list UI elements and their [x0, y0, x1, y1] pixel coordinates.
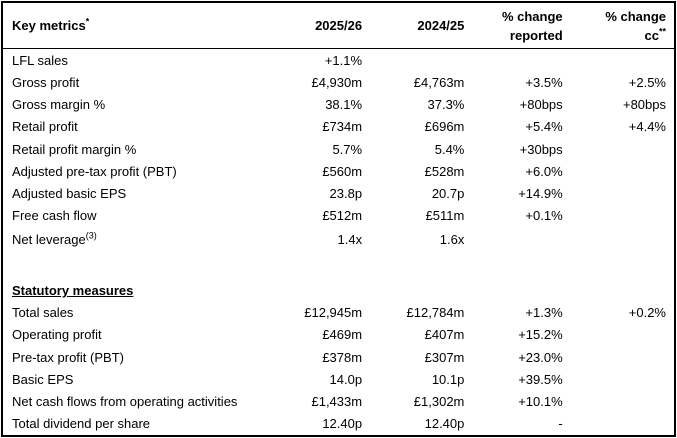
value-change-reported: +10.1%: [518, 394, 563, 409]
row-label-text: LFL sales: [12, 52, 68, 68]
value-2024-25: 10.1p: [431, 371, 465, 387]
row-label: [2, 302, 277, 324]
value-2024-25: £307m: [424, 349, 465, 365]
value-change-reported: +0.1%: [525, 208, 563, 224]
section-header-row: [2, 279, 675, 301]
table-row: [2, 138, 675, 160]
header-change-cc-label: cc: [644, 27, 659, 43]
value-2025-26: £4,930m: [311, 74, 363, 90]
header-change-cc-line2: [571, 26, 666, 45]
row-label: [2, 368, 277, 390]
value-2024-25: £4,763m: [413, 74, 465, 90]
value-change-cc: +2.5%: [628, 74, 666, 90]
row-label-text: Total dividend per share: [12, 416, 151, 432]
value-2025-26: 1.4x: [337, 232, 363, 248]
value-2024-25: [370, 253, 472, 279]
table-header-row: [2, 2, 675, 49]
value-2024-25: [370, 49, 472, 72]
row-label-text: Net leverage: [12, 232, 86, 248]
value-change-cc: +0.2%: [628, 305, 666, 321]
row-label: [2, 71, 277, 93]
key-metrics-footnote-marker: *: [85, 16, 90, 27]
value-2025-26: £378m: [322, 349, 363, 365]
value-2024-25: 20.7p: [431, 185, 465, 201]
value-change-reported: +1.3%: [525, 305, 563, 321]
value-change-cc: [571, 346, 675, 368]
value-change-reported: +6.0%: [525, 163, 563, 179]
value-change-cc: [571, 227, 675, 253]
header-change-cc: [571, 2, 675, 49]
value-change-cc: [571, 413, 675, 436]
row-label-text: Operating profit: [12, 327, 102, 343]
row-label: [2, 205, 277, 227]
row-label-text: Adjusted pre-tax profit (PBT): [12, 163, 177, 179]
row-label-text: Total sales: [12, 305, 74, 321]
row-label-text: Adjusted basic EPS: [12, 185, 127, 201]
key-metrics-table: [1, 1, 676, 437]
value-change-cc: [571, 253, 675, 279]
value-change-cc: [571, 324, 675, 346]
value-change-reported: +5.4%: [525, 119, 563, 135]
value-change-cc: [571, 279, 675, 301]
value-2024-25: 1.6x: [439, 232, 465, 248]
row-label: [2, 182, 277, 204]
value-change-cc: +4.4%: [628, 119, 666, 135]
value-change-reported: [472, 49, 570, 72]
value-change-reported: +23.0%: [518, 349, 563, 365]
row-label: [2, 253, 277, 279]
value-2025-26: [277, 279, 370, 301]
value-2025-26: £560m: [322, 163, 363, 179]
table-row: [2, 160, 675, 182]
value-2025-26: +1.1%: [324, 52, 363, 68]
table-row: [2, 116, 675, 138]
value-2025-26: 38.1%: [325, 97, 363, 113]
value-2024-25: £696m: [424, 119, 465, 135]
value-2025-26: 23.8p: [329, 185, 363, 201]
value-2025-26: 5.7%: [332, 141, 363, 157]
cc-footnote-marker: **: [658, 26, 666, 37]
header-change-reported-line1: % change: [501, 8, 563, 24]
value-2024-25: £12,784m: [406, 305, 465, 321]
row-label-text: Gross profit: [12, 74, 80, 90]
header-key-metrics-label: Key metrics: [12, 18, 86, 33]
value-change-reported: +80bps: [519, 97, 563, 113]
table-row: [2, 205, 675, 227]
table-row: [2, 324, 675, 346]
table-row: [2, 413, 675, 436]
value-2024-25: 37.3%: [427, 97, 465, 113]
value-2025-26: £469m: [322, 327, 363, 343]
value-change-reported: [472, 279, 570, 301]
value-2024-25: 5.4%: [434, 141, 465, 157]
value-change-cc: [571, 182, 675, 204]
row-label-text: Retail profit margin %: [12, 141, 137, 157]
row-label: [2, 93, 277, 115]
value-2024-25: £511m: [425, 208, 465, 224]
row-label: [2, 49, 277, 72]
table-row: [2, 71, 675, 93]
spacer-row: [2, 253, 675, 279]
row-label-text: Gross margin %: [12, 97, 106, 113]
value-2024-25: £407m: [424, 327, 465, 343]
section-title: Statutory measures: [12, 282, 134, 298]
header-key-metrics: [2, 2, 277, 49]
value-2025-26: £12,945m: [304, 305, 363, 321]
table-row: [2, 182, 675, 204]
value-change-cc: [571, 160, 675, 182]
table-row: [2, 368, 675, 390]
row-label-text: Basic EPS: [12, 371, 74, 387]
table-row: [2, 302, 675, 324]
header-change-reported: [472, 2, 570, 49]
row-label: [2, 346, 277, 368]
value-change-reported: [472, 253, 570, 279]
row-label-text: Net cash flows from operating activities: [12, 394, 238, 409]
row-label: [2, 116, 277, 138]
header-change-cc-line1: % change: [605, 8, 666, 24]
value-change-cc: [571, 368, 675, 390]
value-change-cc: +80bps: [622, 97, 666, 113]
value-2024-25: £1,302m: [413, 394, 465, 409]
header-year-2024-25: 2024/25: [370, 2, 472, 49]
value-change-reported: +3.5%: [525, 74, 563, 90]
header-change-reported-line2: reported: [509, 27, 563, 43]
value-change-reported: +14.9%: [518, 185, 563, 201]
table-body: [2, 49, 675, 437]
table-row: [2, 49, 675, 72]
value-change-cc: [571, 138, 675, 160]
value-2025-26: £734m: [322, 119, 363, 135]
value-2025-26: [277, 253, 370, 279]
value-change-reported: +30bps: [519, 141, 563, 157]
table-row: [2, 93, 675, 115]
row-label-text: Free cash flow: [12, 208, 97, 224]
table-row: [2, 227, 675, 253]
row-label: [2, 324, 277, 346]
table-row: [2, 390, 675, 412]
value-change-reported: -: [558, 416, 563, 432]
row-label: [2, 227, 277, 253]
value-change-cc: [571, 390, 675, 412]
table-row: [2, 346, 675, 368]
row-label-footnote-marker: (3): [85, 231, 97, 242]
row-label: [2, 413, 277, 436]
header-year-2025-26: 2025/26: [277, 2, 370, 49]
value-change-reported: +15.2%: [518, 327, 563, 343]
value-change-cc: [571, 205, 675, 227]
value-2024-25: [370, 279, 472, 301]
value-2024-25: £528m: [424, 163, 465, 179]
value-2025-26: £512m: [322, 208, 363, 224]
row-label-text: Retail profit: [12, 119, 78, 135]
value-2024-25: 12.40p: [424, 416, 465, 432]
row-label-text: Pre-tax profit (PBT): [12, 349, 124, 365]
value-2025-26: £1,433m: [311, 394, 363, 409]
row-label: [2, 138, 277, 160]
row-label: [2, 390, 277, 412]
row-label: [2, 160, 277, 182]
value-change-reported: [472, 227, 570, 253]
value-change-reported: +39.5%: [518, 371, 563, 387]
value-change-cc: [571, 49, 675, 72]
value-2025-26: 14.0p: [329, 371, 363, 387]
value-2025-26: 12.40p: [322, 416, 363, 432]
row-label: [2, 279, 277, 301]
